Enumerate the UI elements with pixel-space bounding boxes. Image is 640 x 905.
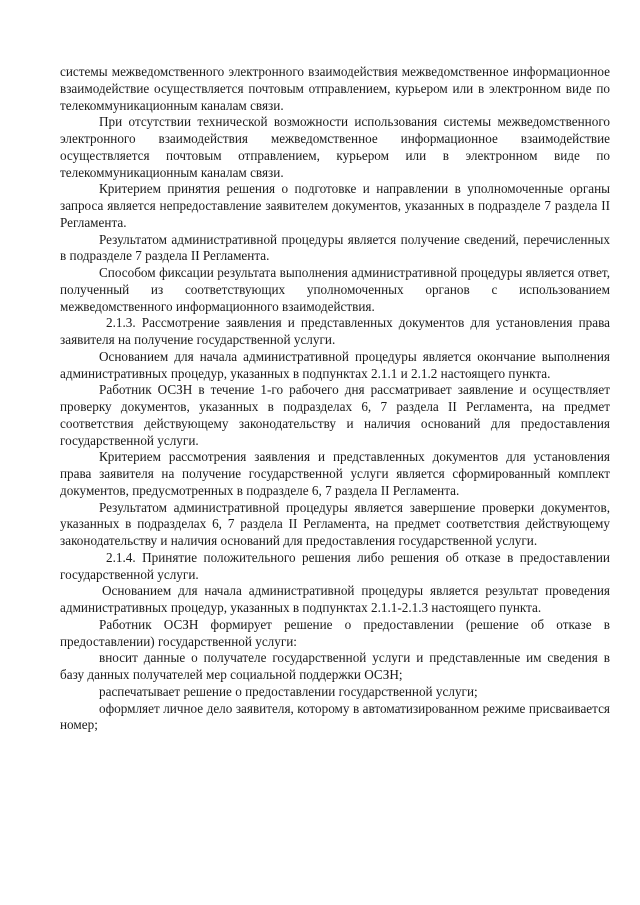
document-page	[60, 64, 610, 734]
paragraph-request-fixation: Способом фиксации результата выполнения административной процедуры является ответ, полученный из соответствующих уполномоченных органов с использованием межведомственного информационного взаимодействия.	[60, 265, 610, 314]
paragraph-decision-basis: Основанием для начала административной процедуры является результат проведения административных процедур, указанных в подпунктах 2.1.1-2.1.3 настоящего пункта.	[60, 583, 610, 615]
paragraph-decision-step-enter-data: вносит данные о получателе государственной услуги и представленные им сведения в базу данных получателей мер социальной поддержки ОСЗН;	[60, 650, 610, 682]
paragraph-decision-step-print: распечатывает решение о предоставлении государственной услуги;	[99, 683, 478, 699]
subsection-heading-2-1-4: 2.1.4. Принятие положительного решения либо решения об отказе в предоставлении государственной услуги.	[60, 549, 610, 582]
paragraph-review-worker: Работник ОСЗН в течение 1-го рабочего дня рассматривает заявление и осуществляет проверку документов, указанных в подразделах 6, 7 раздела II Регламента, на предмет соответствия действующему законодательству и наличия оснований для предоставления государственной услуги.	[60, 382, 610, 448]
paragraph-request-criterion: Критерием принятия решения о подготовке и направлении в уполномоченные органы запроса является непредоставление заявителем документов, указанных в подразделе 7 раздела II Регламента.	[60, 181, 610, 230]
paragraph-review-criterion: Критерием рассмотрения заявления и представленных документов для установления права заявителя на получение государственной услуги является сформированный комплект документов, предусмотренных в подразделе 6, 7 раздела II Регламента.	[60, 449, 610, 498]
subsection-heading-2-1-3: 2.1.3. Рассмотрение заявления и представленных документов для установления права заявителя на получение государственной услуги.	[60, 315, 610, 347]
paragraph-request-result: Результатом административной процедуры является получение сведений, перечисленных в подразделе 7 раздела II Регламента.	[60, 231, 610, 264]
paragraph-decision-step-file: оформляет личное дело заявителя, которому в автоматизированном режиме присваивается номер;	[60, 700, 610, 733]
paragraph-review-result: Результатом административной процедуры является завершение проверки документов, указанных в подразделах 6, 7 раздела II Регламента, на предмет соответствия действующему законодательству и наличия оснований для предоставления государственной услуги.	[60, 499, 610, 548]
paragraph-continuation: системы межведомственного электронного взаимодействия межведомственное информационное взаимодействие осуществляется почтовым отправлением, курьером или в электронном виде по телекоммуникационным каналам связи.	[60, 64, 610, 113]
paragraph-no-technical-possibility: При отсутствии технической возможности использования системы межведомственного электронного взаимодействия межведомственное информационное взаимодействие осуществляется почтовым отправлением, курьером или в электронном виде по телекоммуникационным каналам связи.	[60, 114, 610, 180]
paragraph-review-basis: Основанием для начала административной процедуры является окончание выполнения административных процедур, указанных в подпунктах 2.1.1 и 2.1.2 настоящего пункта.	[60, 348, 610, 381]
paragraph-decision-worker: Работник ОСЗН формирует решение о предоставлении (решение об отказе в предоставлении) государственной услуги:	[60, 616, 610, 649]
